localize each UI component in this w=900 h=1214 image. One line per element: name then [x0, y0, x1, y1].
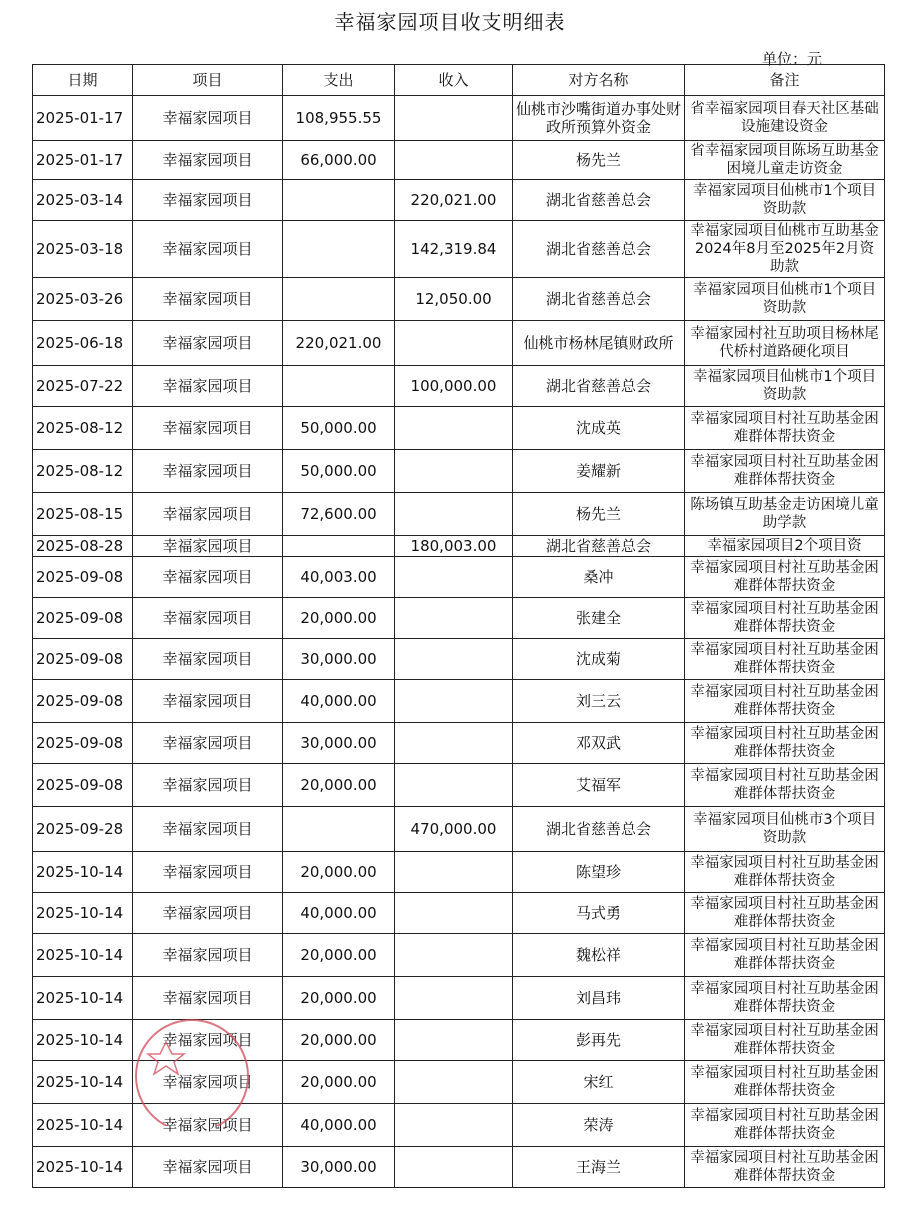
cell-remarks: 幸福家园项目仙桃市1个项目资助款: [685, 366, 885, 407]
cell-date: 2025-10-14: [33, 852, 133, 893]
cell-expense: [283, 536, 395, 557]
cell-counterparty: 陈望珍: [513, 852, 685, 893]
table-row: [33, 221, 885, 278]
cell-income: [395, 598, 513, 639]
cell-project: 幸福家园项目: [133, 852, 283, 893]
cell-expense: [283, 221, 395, 278]
cell-counterparty: 艾福军: [513, 764, 685, 807]
cell-remarks: 幸福家园项目村社互助基金困难群体帮扶资金: [685, 723, 885, 764]
cell-date: 2025-09-08: [33, 639, 133, 680]
cell-remarks: 幸福家园项目仙桃市1个项目资助款: [685, 180, 885, 221]
table-row: [33, 1061, 885, 1104]
cell-income: [395, 1061, 513, 1104]
cell-project: 幸福家园项目: [133, 1147, 283, 1188]
cell-date: 2025-09-08: [33, 723, 133, 764]
table-row: [33, 180, 885, 221]
table-row: [33, 141, 885, 180]
cell-counterparty: 湖北省慈善总会: [513, 366, 685, 407]
cell-expense: 20,000.00: [283, 764, 395, 807]
cell-expense: 20,000.00: [283, 852, 395, 893]
cell-expense: [283, 180, 395, 221]
cell-date: 2025-08-12: [33, 407, 133, 450]
cell-date: 2025-10-14: [33, 893, 133, 934]
cell-income: [395, 680, 513, 723]
cell-project: 幸福家园项目: [133, 407, 283, 450]
cell-remarks: 幸福家园项目村社互助基金困难群体帮扶资金: [685, 893, 885, 934]
cell-project: 幸福家园项目: [133, 450, 283, 493]
cell-remarks: 幸福家园项目村社互助基金困难群体帮扶资金: [685, 934, 885, 977]
cell-expense: 20,000.00: [283, 598, 395, 639]
cell-expense: 220,021.00: [283, 321, 395, 366]
cell-expense: 50,000.00: [283, 450, 395, 493]
cell-income: [395, 639, 513, 680]
table-row: [33, 764, 885, 807]
table-row: [33, 366, 885, 407]
cell-project: 幸福家园项目: [133, 598, 283, 639]
cell-expense: [283, 366, 395, 407]
cell-counterparty: 湖北省慈善总会: [513, 807, 685, 852]
cell-income: [395, 723, 513, 764]
cell-expense: 20,000.00: [283, 977, 395, 1020]
cell-counterparty: 彭再先: [513, 1020, 685, 1061]
cell-remarks: 幸福家园项目2个项目资: [685, 536, 885, 557]
column-header-counterparty: 对方名称: [513, 65, 685, 96]
cell-remarks: 幸福家园项目村社互助基金困难群体帮扶资金: [685, 764, 885, 807]
cell-counterparty: 湖北省慈善总会: [513, 221, 685, 278]
cell-income: 142,319.84: [395, 221, 513, 278]
cell-counterparty: 王海兰: [513, 1147, 685, 1188]
cell-counterparty: 仙桃市杨林尾镇财政所: [513, 321, 685, 366]
cell-income: [395, 1147, 513, 1188]
cell-counterparty: 马式勇: [513, 893, 685, 934]
cell-remarks: 幸福家园项目村社互助基金困难群体帮扶资金: [685, 407, 885, 450]
cell-counterparty: 姜耀新: [513, 450, 685, 493]
cell-income: 100,000.00: [395, 366, 513, 407]
cell-date: 2025-10-14: [33, 934, 133, 977]
cell-project: 幸福家园项目: [133, 1061, 283, 1104]
cell-remarks: 幸福家园项目村社互助基金困难群体帮扶资金: [685, 977, 885, 1020]
cell-date: 2025-09-28: [33, 807, 133, 852]
table-row: [33, 934, 885, 977]
column-header-income: 收入: [395, 65, 513, 96]
cell-expense: [283, 807, 395, 852]
cell-expense: [283, 278, 395, 321]
column-header-date: 日期: [33, 65, 133, 96]
cell-income: 12,050.00: [395, 278, 513, 321]
cell-income: [395, 407, 513, 450]
cell-date: 2025-08-28: [33, 536, 133, 557]
cell-project: 幸福家园项目: [133, 723, 283, 764]
cell-date: 2025-10-14: [33, 1147, 133, 1188]
cell-date: 2025-03-18: [33, 221, 133, 278]
cell-project: 幸福家园项目: [133, 1104, 283, 1147]
cell-remarks: 幸福家园项目村社互助基金困难群体帮扶资金: [685, 598, 885, 639]
cell-project: 幸福家园项目: [133, 680, 283, 723]
table-row: [33, 536, 885, 557]
column-header-expense: 支出: [283, 65, 395, 96]
cell-remarks: 幸福家园项目仙桃市3个项目资助款: [685, 807, 885, 852]
cell-counterparty: 杨先兰: [513, 493, 685, 536]
table-row: [33, 893, 885, 934]
cell-counterparty: 魏松祥: [513, 934, 685, 977]
cell-project: 幸福家园项目: [133, 557, 283, 598]
cell-income: [395, 852, 513, 893]
cell-project: 幸福家园项目: [133, 807, 283, 852]
cell-remarks: 幸福家园项目仙桃市1个项目资助款: [685, 278, 885, 321]
cell-income: [395, 977, 513, 1020]
cell-project: 幸福家园项目: [133, 1020, 283, 1061]
column-header-remarks: 备注: [685, 65, 885, 96]
cell-date: 2025-03-26: [33, 278, 133, 321]
cell-counterparty: 荣涛: [513, 1104, 685, 1147]
table-row: [33, 493, 885, 536]
cell-date: 2025-10-14: [33, 977, 133, 1020]
cell-remarks: 幸福家园项目村社互助基金困难群体帮扶资金: [685, 680, 885, 723]
cell-expense: 50,000.00: [283, 407, 395, 450]
cell-date: 2025-03-14: [33, 180, 133, 221]
cell-counterparty: 杨先兰: [513, 141, 685, 180]
table-row: [33, 977, 885, 1020]
cell-counterparty: 沈成菊: [513, 639, 685, 680]
cell-counterparty: 邓双武: [513, 723, 685, 764]
cell-date: 2025-06-18: [33, 321, 133, 366]
cell-income: [395, 96, 513, 141]
cell-project: 幸福家园项目: [133, 141, 283, 180]
cell-project: 幸福家园项目: [133, 639, 283, 680]
cell-expense: 40,000.00: [283, 893, 395, 934]
cell-remarks: 幸福家园村社互助项目杨林尾代桥村道路硬化项目: [685, 321, 885, 366]
cell-income: 220,021.00: [395, 180, 513, 221]
cell-expense: 20,000.00: [283, 934, 395, 977]
cell-date: 2025-01-17: [33, 96, 133, 141]
cell-income: [395, 557, 513, 598]
table-row: [33, 450, 885, 493]
cell-expense: 72,600.00: [283, 493, 395, 536]
cell-counterparty: 桑冲: [513, 557, 685, 598]
cell-expense: 20,000.00: [283, 1020, 395, 1061]
cell-remarks: 幸福家园项目仙桃市互助基金2024年8月至2025年2月资助款: [685, 221, 885, 278]
cell-remarks: 幸福家园项目村社互助基金困难群体帮扶资金: [685, 450, 885, 493]
ledger-body: [33, 96, 885, 1188]
cell-remarks: 幸福家园项目村社互助基金困难群体帮扶资金: [685, 1147, 885, 1188]
cell-counterparty: 张建全: [513, 598, 685, 639]
table-row: [33, 321, 885, 366]
cell-expense: 30,000.00: [283, 639, 395, 680]
cell-income: [395, 1020, 513, 1061]
cell-project: 幸福家园项目: [133, 96, 283, 141]
cell-date: 2025-09-08: [33, 598, 133, 639]
cell-date: 2025-10-14: [33, 1020, 133, 1061]
header-row: [33, 65, 885, 96]
table-row: [33, 598, 885, 639]
cell-date: 2025-07-22: [33, 366, 133, 407]
cell-remarks: 省幸福家园项目春天社区基础设施建设资金: [685, 96, 885, 141]
cell-remarks: 幸福家园项目村社互助基金困难群体帮扶资金: [685, 1020, 885, 1061]
cell-counterparty: 仙桃市沙嘴街道办事处财政所预算外资金: [513, 96, 685, 141]
cell-project: 幸福家园项目: [133, 180, 283, 221]
table-row: [33, 96, 885, 141]
cell-remarks: 幸福家园项目村社互助基金困难群体帮扶资金: [685, 557, 885, 598]
table-row: [33, 278, 885, 321]
cell-expense: 108,955.55: [283, 96, 395, 141]
cell-remarks: 幸福家园项目村社互助基金困难群体帮扶资金: [685, 852, 885, 893]
cell-expense: 66,000.00: [283, 141, 395, 180]
cell-project: 幸福家园项目: [133, 977, 283, 1020]
cell-counterparty: 刘昌玮: [513, 977, 685, 1020]
cell-remarks: 省幸福家园项目陈场互助基金困境儿童走访资金: [685, 141, 885, 180]
cell-project: 幸福家园项目: [133, 934, 283, 977]
cell-date: 2025-01-17: [33, 141, 133, 180]
page-title: 幸福家园项目收支明细表: [334, 10, 566, 34]
cell-date: 2025-08-15: [33, 493, 133, 536]
table-row: [33, 407, 885, 450]
table-row: [33, 1020, 885, 1061]
cell-date: 2025-08-12: [33, 450, 133, 493]
cell-expense: 40,000.00: [283, 1104, 395, 1147]
cell-income: [395, 450, 513, 493]
cell-project: 幸福家园项目: [133, 493, 283, 536]
cell-counterparty: 湖北省慈善总会: [513, 278, 685, 321]
cell-counterparty: 沈成英: [513, 407, 685, 450]
table-row: [33, 680, 885, 723]
cell-counterparty: 刘三云: [513, 680, 685, 723]
ledger-table: [32, 64, 885, 1188]
column-header-project: 项目: [133, 65, 283, 96]
cell-income: [395, 493, 513, 536]
cell-income: [395, 141, 513, 180]
cell-income: [395, 934, 513, 977]
table-row: [33, 1147, 885, 1188]
cell-remarks: 幸福家园项目村社互助基金困难群体帮扶资金: [685, 1104, 885, 1147]
cell-income: [395, 321, 513, 366]
table-row: [33, 852, 885, 893]
cell-date: 2025-09-08: [33, 557, 133, 598]
table-row: [33, 1104, 885, 1147]
cell-project: 幸福家园项目: [133, 221, 283, 278]
cell-project: 幸福家园项目: [133, 536, 283, 557]
cell-income: 180,003.00: [395, 536, 513, 557]
cell-date: 2025-09-08: [33, 764, 133, 807]
cell-expense: 30,000.00: [283, 1147, 395, 1188]
cell-income: 470,000.00: [395, 807, 513, 852]
cell-expense: 20,000.00: [283, 1061, 395, 1104]
cell-counterparty: 湖北省慈善总会: [513, 180, 685, 221]
cell-date: 2025-09-08: [33, 680, 133, 723]
table-row: [33, 807, 885, 852]
cell-expense: 40,000.00: [283, 680, 395, 723]
cell-project: 幸福家园项目: [133, 366, 283, 407]
cell-expense: 30,000.00: [283, 723, 395, 764]
cell-project: 幸福家园项目: [133, 764, 283, 807]
cell-date: 2025-10-14: [33, 1104, 133, 1147]
cell-remarks: 幸福家园项目村社互助基金困难群体帮扶资金: [685, 639, 885, 680]
cell-income: [395, 764, 513, 807]
cell-income: [395, 1104, 513, 1147]
table-row: [33, 639, 885, 680]
cell-project: 幸福家园项目: [133, 321, 283, 366]
cell-remarks: 幸福家园项目村社互助基金困难群体帮扶资金: [685, 1061, 885, 1104]
cell-project: 幸福家园项目: [133, 893, 283, 934]
cell-counterparty: 湖北省慈善总会: [513, 536, 685, 557]
cell-remarks: 陈场镇互助基金走访困境儿童助学款: [685, 493, 885, 536]
table-row: [33, 723, 885, 764]
cell-counterparty: 宋红: [513, 1061, 685, 1104]
currency-unit: 单位：元: [761, 50, 822, 68]
table-row: [33, 557, 885, 598]
cell-date: 2025-10-14: [33, 1061, 133, 1104]
cell-expense: 40,003.00: [283, 557, 395, 598]
cell-income: [395, 893, 513, 934]
cell-project: 幸福家园项目: [133, 278, 283, 321]
